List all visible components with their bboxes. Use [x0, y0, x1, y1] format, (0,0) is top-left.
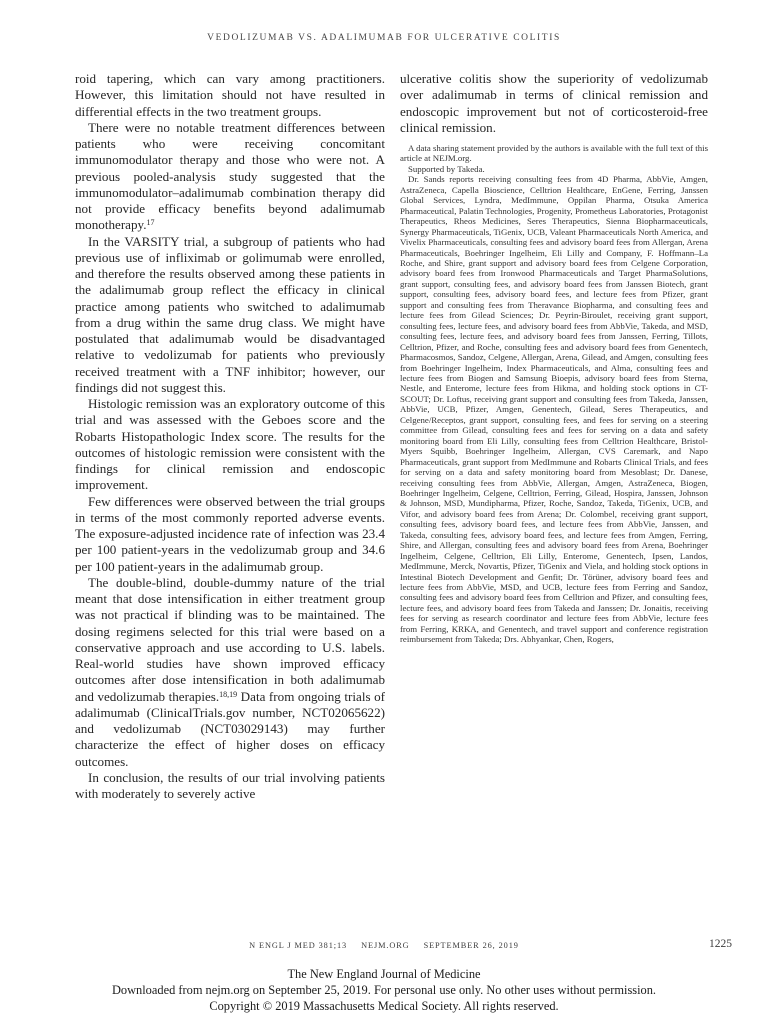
data-sharing-note: A data sharing statement provided by the authors is available with the full text of this article at NEJM.org.	[400, 143, 708, 164]
page-number: 1225	[709, 938, 732, 950]
stamp-journal-name: The New England Journal of Medicine	[287, 967, 481, 981]
journal-site: NEJM.ORG	[361, 941, 410, 950]
body-paragraph: In the VARSITY trial, a subgroup of patients who had previous use of infliximab or golimumab were enrolled, and therefore the results observed among these patients in the adalimumab group reflect the efficacy in clinical practice among patients who switched to adalimumab from a drug within the same drug class. We might have postulated that adalimumab would be disadvantaged relative to vedolizumab for patients who previously received treatment with a TNF inhibitor; however, our findings did not suggest this.	[75, 233, 385, 395]
body-paragraph: There were no notable treatment differences between patients who were receiving concomitant immunomodulator therapy and those who were not. A previous pooled-analysis study suggested that the immunomodulator–adalimumab combination therapy did not provide efficacy benefits beyond adalimumab monotherapy.$^{17}$	[75, 119, 385, 233]
journal-reference: N ENGL J MED 381;13	[249, 941, 348, 950]
article-body	[75, 71, 708, 802]
stamp-download-notice: Downloaded from nejm.org on September 25, 2019. For personal use only. No other uses without permission.	[111, 983, 657, 997]
body-paragraph: In conclusion, the results of our trial involving patients with moderately to severely active	[75, 769, 385, 801]
body-paragraph: Few differences were observed between the trial groups in terms of the most commonly reported adverse events. The exposure-adjusted incidence rate of infection was 23.4 per 100 patient-years in the vedolizumab group and 34.6 per 100 patient-years in the adalimumab group.	[75, 493, 385, 574]
body-paragraph: The double-blind, double-dummy nature of the trial meant that dose intensification in either treatment group was not practical if blinding was to be maintained. The dosing regimens selected for this trial were based on a conservative approach and use according to U.S. labels. Real-world studies have shown improved efficacy outcomes after dose intensification in both adalimumab and vedolizumab therapies.$^{18,19}$ Data from ongoing trials of adalimumab (ClinicalTrials.gov number, NCT02065622) and vedolizumab (NCT03029143) may further characterize the effect of higher doses on efficacy outcomes.	[75, 574, 385, 769]
left-column	[75, 71, 385, 802]
disclosure-notes	[400, 143, 708, 645]
body-paragraph: Histologic remission was an exploratory outcome of this trial and was assessed with the Geboes score and the Robarts Histopathologic Index score. The results for the outcomes of histologic remission were consistent with the findings for clinical remission and endoscopic improvement.	[75, 396, 385, 493]
footer-journal-line	[0, 941, 768, 950]
support-note: Supported by Takeda.	[408, 163, 485, 174]
download-stamp	[0, 966, 768, 1014]
body-paragraph: roid tapering, which can vary among practitioners. However, this limitation should not have resulted in differential effects in the two treatment groups.	[75, 71, 385, 119]
body-paragraph: ulcerative colitis show the superiority of vedolizumab over adalimumab in terms of clinical remission and endoscopic improvement but not of corticosteroid-free clinical remission.	[400, 71, 708, 135]
running-head: VEDOLIZUMAB VS. ADALIMUMAB FOR ULCERATIVE COLITIS	[207, 33, 561, 43]
disclosure-paragraph: Dr. Sands reports receiving consulting fees from 4D Pharma, AbbVie, Amgen, AstraZeneca, Capella Bioscience, Celltrion Healthcare, EnGene, Ferring, Janssen Global Services, Lyndra, MedImmune, Oppilan Pharma, Otsuka America Pharmaceutical, Palatin Technologies, Progenity, Prometheus Laboratories, Protagonist Therapeutics, Rheos Medicines, Seres Therapeutics, Sienna Biopharmaceuticals, Synergy Pharmaceuticals, TiGenix, UCB, Valeant Pharmaceuticals North America, and Vivelix Pharmaceuticals, consulting fees and advisory board fees from Allergan, Arena Pharmaceuticals, Boehringer Ingelheim, Eli Lilly and Company, F. Hoffmann–La Roche, and Shire, grant support and advisory board fees from Celgene Corporation, advisory board fees from Ironwood Pharmaceuticals and Target PharmaSolutions, grant support, consulting fees, and advisory board fees from Janssen Biotech, grant support, consulting fees, advisory board fees, and lecture fees from Pfizer, grant support and consulting fees from Theravance Biopharma, and consulting fees and lecture fees from Gilead Sciences; Dr. Peyrin-Biroulet, receiving grant support, consulting fees, lecture fees, and advisory board fees from AbbVie, Takeda, and MSD, consulting fees, lecture fees, and advisory board fees from Janssen, Ferring, Tillots, Celltrion, Pfizer, and Roche, consulting fees and advisory board fees from Genentech, Pharmacosmos, Sandoz, Celgene, Allergan, Arena, Gilead, and Amgen, consulting fees from Boehringer Ingelheim, Index Pharmaceuticals, and Alma, consulting fees and lecture fees from Biogen and Samsung Bioepis, advisory board fees from Sterna, Nestle, and Enterome, lecture fees from Hikma, and holding stock options in CT-SCOUT; Dr. Loftus, receiving grant support and consulting fees from Takeda, Janssen, AbbVie, UCB, Pfizer, Amgen, Genentech, Gilead, Seres Therapeutics, and Celgene/Receptos, grant support, consulting fees, and fees for serving on a steering committee from Gilead, consulting fees and fees for serving on a data and safety monitoring board from Eli Lilly, consulting fees from Celltrion Healthcare, Bristol-Myers Squibb, Boehringer Ingelheim, Allergan, CVS Caremark, and Napo Pharmaceuticals, grant support from MedImmune and Robarts Clinical Trials, and fees for serving on a data and safety monitoring board from Mesoblast; Dr. Danese, receiving consulting fees from AbbVie, Allergan, Amgen, AstraZeneca, Biogen, Boehringer Ingelheim, Celgene, Celltrion, Ferring, Gilead, Hospira, Janssen, Johnson & Johnson, MSD, Mundipharma, Pfizer, Roche, Sandoz, Takeda, TiGenix, UCB, and Vifor, and advisory board fees from Arena; Dr. Colombel, receiving grant support, consulting fees, advisory board fees, and lecture fees from AbbVie, Janssen, and Takeda, consulting fees, advisory board fees, and lecture fees from Amgen, Ferring, Shire, and Allergan, consulting fees and advisory board fees from Arena, Boehringer Ingelheim, Celgene, Celltrion, Eli Lilly, Enterome, Genentech, Ipsen, Landos, MedImmune, Merck, Novartis, Pfizer, TiGenix and Viela, and holding stock options in Intestinal Biotech Development and Genfit; Dr. Törüner, advisory board fees and lecture fees from AbbVie, MSD, and UCB, lecture fees from Ferring and Sandoz, consulting fees and advisory board fees from Celltrion and Pfizer, and consulting fees, lecture fees, and advisory board fees from Takeda and Janssen; Dr. Jonaitis, receiving fees for serving as research coordinator and lecture fees from AbbVie, lecture fees from Ferring, KRKA, and Genentech, and travel support and conference registration reimbursement from Takeda; Drs. Abhyankar, Chen, Rogers,	[400, 174, 708, 645]
stamp-copyright: Copyright © 2019 Massachusetts Medical Society. All rights reserved.	[209, 999, 559, 1013]
issue-date: SEPTEMBER 26, 2019	[423, 941, 519, 950]
right-column	[400, 71, 708, 802]
